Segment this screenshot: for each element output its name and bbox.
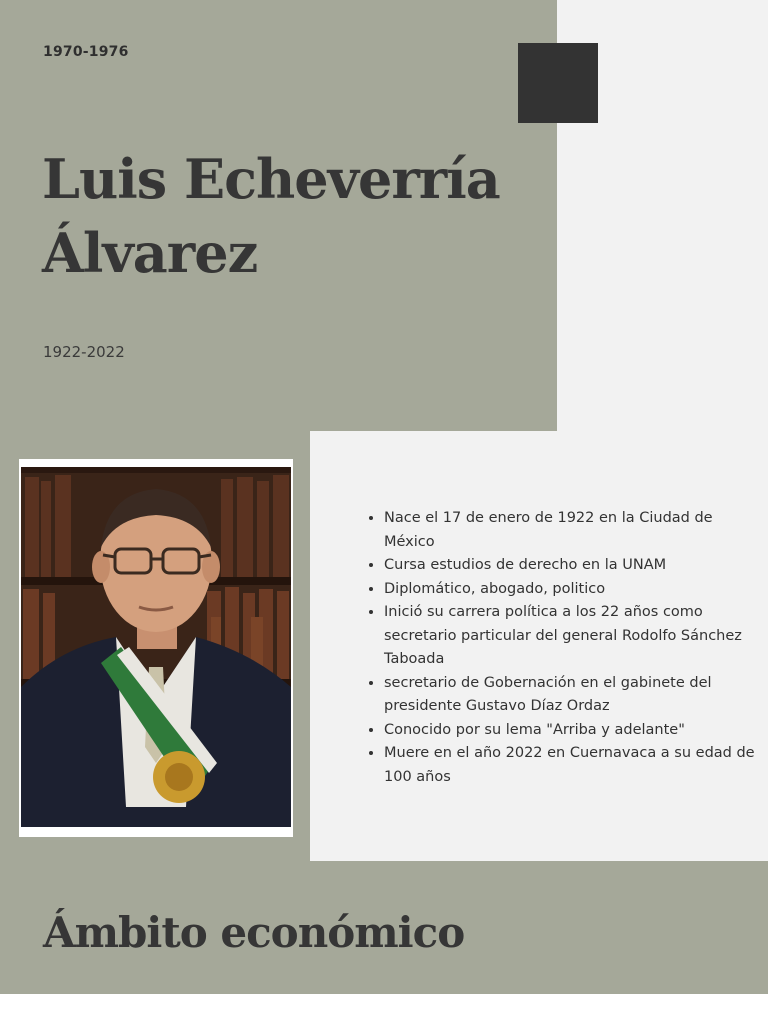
list-item: • Conocido por su lema "Arriba y adelante"	[384, 719, 756, 743]
list-item: • Cursa estudios de derecho en la UNAM	[384, 554, 756, 578]
list-item: • Muere en el año 2022 en Cuernavaca a su edad de 100 años	[384, 742, 756, 789]
portrait-frame	[19, 459, 293, 837]
lifespan-years: 1922-2022	[43, 343, 125, 361]
decorative-dark-square	[518, 43, 598, 123]
portrait-photo	[21, 467, 291, 827]
section-title: Ámbito económico	[43, 908, 465, 957]
list-item: • Diplomático, abogado, politico	[384, 578, 756, 602]
facts-list	[365, 507, 756, 789]
list-item: • Nace el 17 de enero de 1922 en la Ciudad de México	[384, 507, 756, 554]
page-title: Luis Echeverría Álvarez	[42, 147, 500, 285]
list-item: • Inició su carrera política a los 22 años como secretario particular del general Rodolfo Sánchez Taboada	[384, 601, 756, 672]
term-years: 1970-1976	[43, 44, 129, 60]
list-item: • secretario de Gobernación en el gabinete del presidente Gustavo Díaz Ordaz	[384, 672, 756, 719]
